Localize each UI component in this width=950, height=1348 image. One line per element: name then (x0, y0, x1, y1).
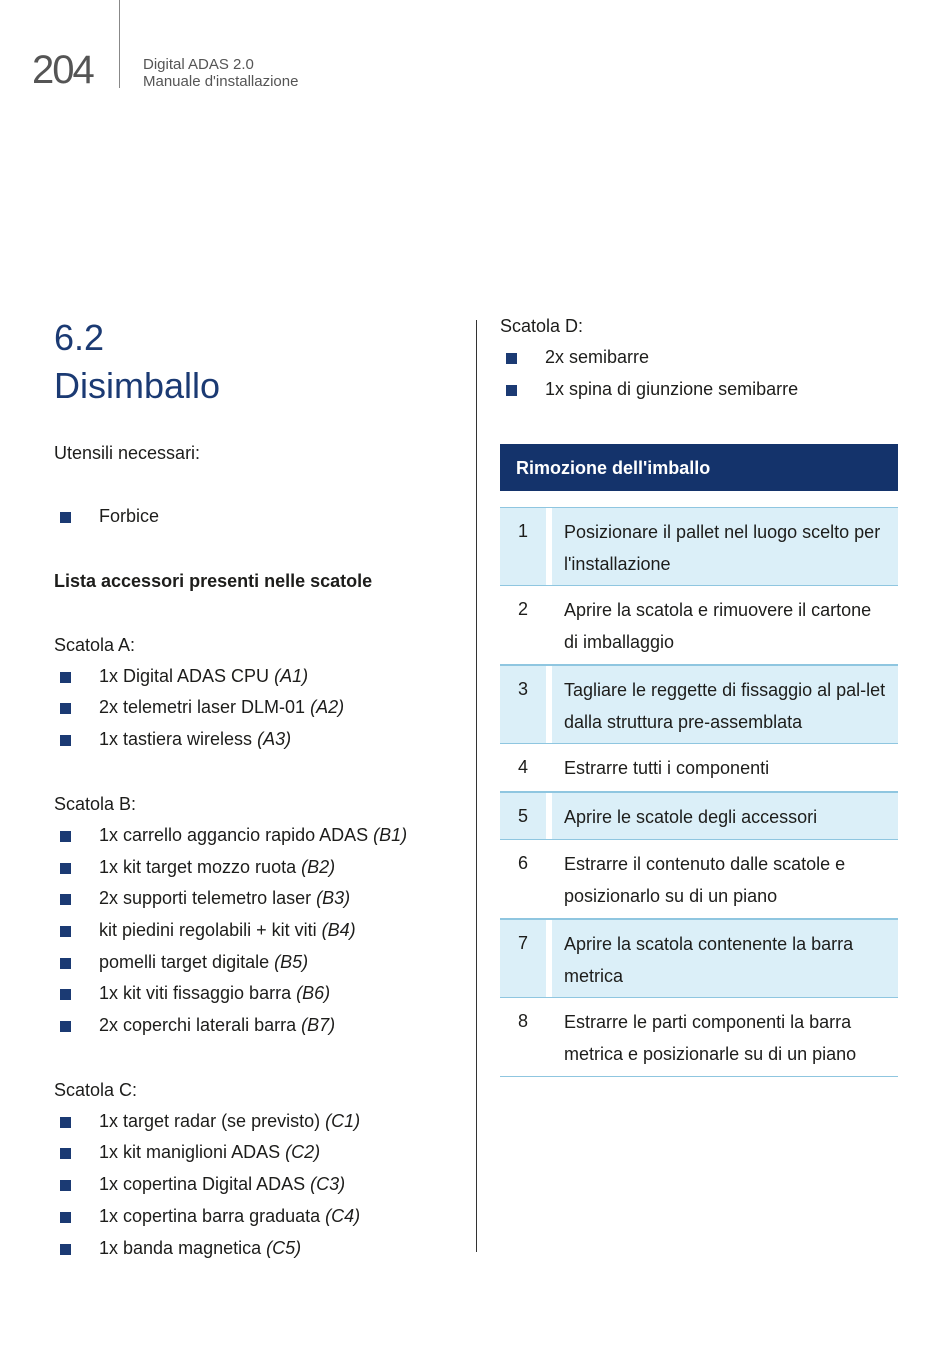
box-label: Scatola D: (500, 316, 584, 336)
table-row (500, 586, 898, 665)
bullet-square-icon (60, 863, 71, 874)
procedure-table-header: Rimozione dell'imballo (500, 444, 898, 491)
bullet-square-icon (60, 735, 71, 746)
box-label: Scatola A: (54, 634, 136, 655)
list-item: Forbice (54, 501, 464, 533)
step-text: Estrarre le parti componenti la barra metrica e posizionarle su di un piano (564, 1012, 857, 1064)
list-item: 1x carrello aggancio rapido ADAS (B1) (54, 820, 464, 852)
bullet-square-icon (60, 894, 71, 905)
box-label: Scatola C: (54, 1079, 138, 1100)
accessories-heading: Lista accessori presenti nelle scatole (54, 570, 373, 591)
table-row (500, 998, 898, 1077)
procedure-steps (500, 507, 898, 1077)
bullet-square-icon (506, 353, 517, 364)
list-item: 2x coperchi laterali barra (B7) (54, 1010, 464, 1042)
step-number: 8 (517, 1011, 528, 1031)
step-number: 2 (517, 599, 528, 619)
list-item: pomelli target digitale (B5) (54, 947, 464, 979)
step-text: Estrarre tutti i componenti (564, 758, 770, 778)
list-item: 2x telemetri laser DLM-01 (A2) (54, 692, 464, 724)
step-number: 4 (517, 757, 528, 777)
bullet-square-icon (60, 1021, 71, 1032)
bullet-square-icon (60, 1148, 71, 1159)
step-number: 3 (500, 666, 546, 743)
list-item: 1x Digital ADAS CPU (A1) (54, 661, 464, 693)
list-item: kit piedini regolabili + kit viti (B4) (54, 915, 464, 947)
list-item: 2x supporti telemetro laser (B3) (54, 883, 464, 915)
bullet-square-icon (60, 1244, 71, 1255)
table-row (500, 507, 898, 586)
step-text: Estrarre il contenuto dalle scatole e posizionarlo su di un piano (564, 854, 846, 906)
tools-list (54, 501, 464, 533)
bullet-square-icon (506, 385, 517, 396)
bullet-square-icon (60, 1180, 71, 1191)
list-item: 1x kit viti fissaggio barra (B6) (54, 978, 464, 1010)
bullet-square-icon (60, 831, 71, 842)
page-number: 204 (32, 48, 93, 92)
bullet-square-icon (60, 989, 71, 1000)
column-divider (476, 320, 477, 1252)
bullet-square-icon (60, 958, 71, 969)
section-title (54, 314, 220, 410)
list-item: 1x tastiera wireless (A3) (54, 724, 464, 756)
right-column (500, 310, 898, 405)
table-row (500, 840, 898, 919)
list-item: 1x target radar (se previsto) (C1) (54, 1106, 464, 1138)
running-header (143, 56, 298, 90)
table-row (500, 919, 898, 998)
list-item: 1x copertina barra graduata (C4) (54, 1201, 464, 1233)
tools-heading: Utensili necessari: (54, 443, 201, 463)
step-number: 7 (500, 920, 546, 997)
step-text: Aprire la scatola e rimuovere il cartone di imballaggio (564, 600, 872, 652)
step-text: Aprire le scatole degli accessori (552, 793, 898, 839)
left-column (54, 437, 464, 1264)
table-row (500, 665, 898, 744)
bullet-square-icon (60, 672, 71, 683)
list-item: 1x kit target mozzo ruota (B2) (54, 852, 464, 884)
section-name: Disimballo (54, 365, 221, 406)
step-number: 5 (500, 793, 546, 839)
product-name: Digital ADAS 2.0 (143, 56, 254, 73)
bullet-square-icon (60, 512, 71, 523)
table-row (500, 744, 898, 792)
step-number: 1 (500, 508, 546, 585)
box-a-list (54, 661, 464, 756)
box-label: Scatola B: (54, 793, 137, 814)
box-b-list (54, 820, 464, 1042)
step-text: Posizionare il pallet nel luogo scelto per l'installazione (552, 508, 898, 585)
list-item: 1x spina di giunzione semibarre (500, 374, 898, 406)
list-item: 2x semibarre (500, 342, 898, 374)
section-number: 6.2 (54, 317, 105, 358)
bullet-square-icon (60, 1117, 71, 1128)
table-row (500, 792, 898, 840)
header-divider (119, 0, 120, 88)
bullet-square-icon (60, 1212, 71, 1223)
list-item: 1x banda magnetica (C5) (54, 1233, 464, 1265)
box-c-list (54, 1106, 464, 1265)
step-text: Tagliare le reggette di fissaggio al pal-let dalla struttura pre-assemblata (552, 666, 898, 743)
step-text: Aprire la scatola contenente la barra metrica (552, 920, 898, 997)
bullet-square-icon (60, 926, 71, 937)
box-d-list (500, 342, 898, 405)
step-number: 6 (517, 853, 528, 873)
list-item: 1x copertina Digital ADAS (C3) (54, 1169, 464, 1201)
list-item: 1x kit maniglioni ADAS (C2) (54, 1137, 464, 1169)
bullet-square-icon (60, 703, 71, 714)
manual-name: Manuale d'installazione (143, 73, 299, 90)
